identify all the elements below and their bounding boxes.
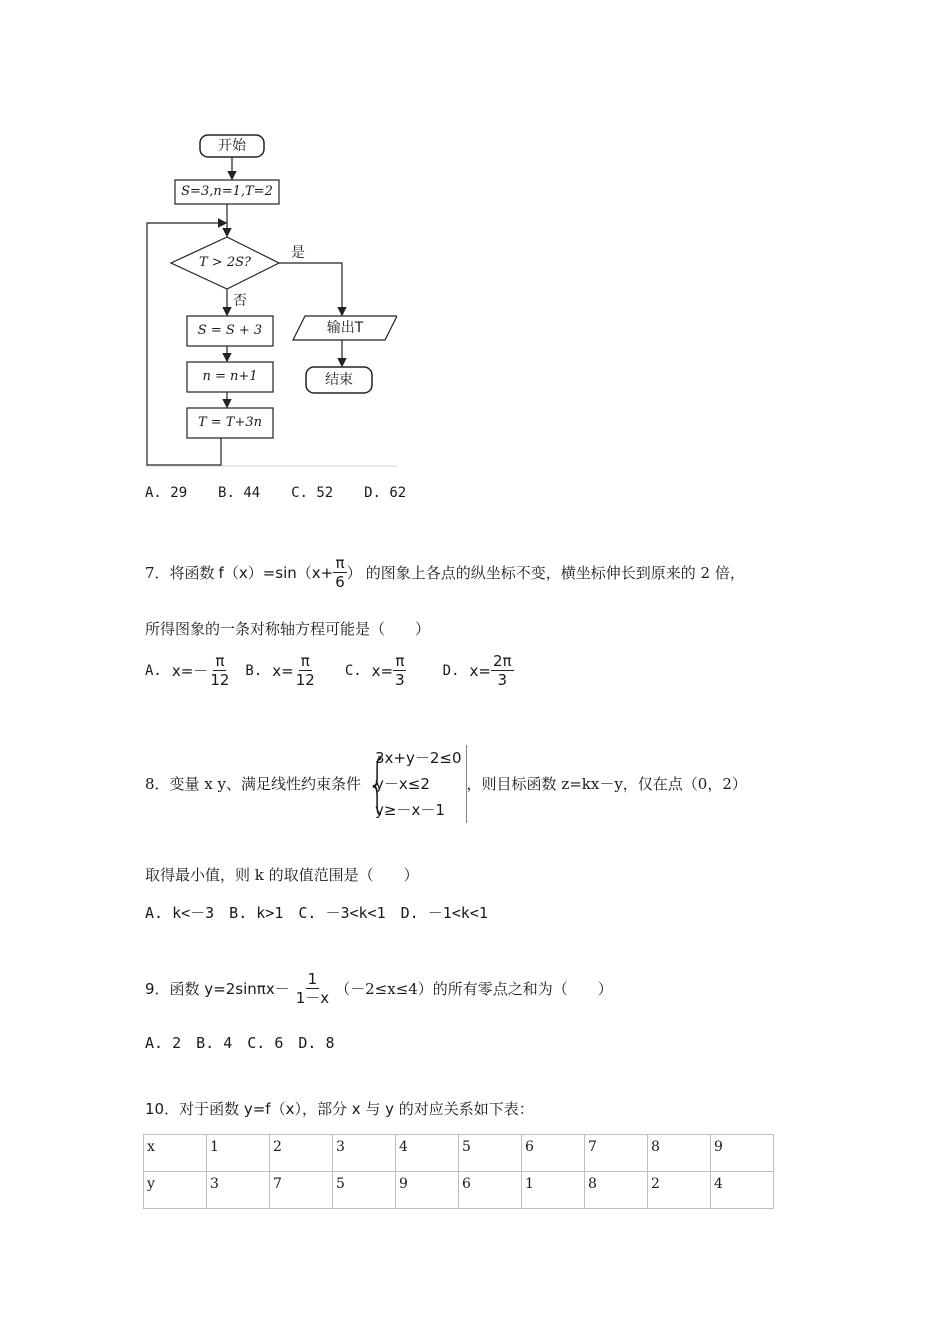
table-cell: 7 xyxy=(585,1135,648,1172)
q7-func-fraction xyxy=(333,554,347,591)
flowchart-start-label: 开始 xyxy=(218,138,246,154)
flowchart-step1-label: S = S + 3 xyxy=(197,323,263,338)
table-cell: 2 xyxy=(648,1172,711,1209)
q7-stem xyxy=(145,554,745,591)
table-row xyxy=(144,1135,774,1172)
q7-func-right: ） xyxy=(346,563,362,582)
q7-option-a: A. x=－ $\frac{\pi}{12}$ xyxy=(145,652,230,689)
q7-option-c: C. x= $\frac{\pi}{3}$ xyxy=(344,652,405,689)
table-cell: 1 xyxy=(522,1172,585,1209)
flowchart-output-label: 输出T xyxy=(326,320,364,336)
q10-stem: 10．对于函数 y=f（x），部分 x 与 y 的对应关系如下表： xyxy=(145,1100,534,1118)
q7-suffix: 的图象上各点的纵坐标不变，横坐标伸长到原来的 2 倍， xyxy=(365,563,745,582)
q9-suffix: （－2≤x≤4）的所有零点之和为（ ） xyxy=(335,979,613,998)
table-cell: x xyxy=(144,1135,207,1172)
q9-fraction xyxy=(294,970,331,1007)
flowchart-step2-label: n = n+1 xyxy=(202,369,258,384)
q6-option-b: B. 44 xyxy=(218,485,261,501)
flowchart xyxy=(145,130,397,470)
q9-prefix: 9．函数 y=2sinπx－ xyxy=(145,979,290,998)
table-cell: 5 xyxy=(333,1172,396,1209)
q8-constraint-3: y≥－x－1 xyxy=(375,801,445,819)
left-brace-icon: { xyxy=(367,747,388,820)
q6-option-d: D. 62 xyxy=(364,485,407,501)
flowchart-no-label: 否 xyxy=(233,293,247,309)
q7-options xyxy=(145,652,514,689)
flowchart-init-label: S=3,n=1,T=2 xyxy=(181,184,273,199)
flowchart-decision-label: T > 2S? xyxy=(199,255,251,270)
table-row xyxy=(144,1172,774,1209)
q7-function xyxy=(219,554,362,591)
q7-prefix: 7．将函数 xyxy=(145,563,215,582)
table-cell: 3 xyxy=(333,1135,396,1172)
q8-suffix: ，则目标函数 z=kx－y，仅在点（0，2） xyxy=(466,775,747,793)
q8-constraint-system xyxy=(365,745,467,823)
table-cell: 3 xyxy=(207,1172,270,1209)
table-cell: 6 xyxy=(459,1172,522,1209)
flowchart-yes-label: 是 xyxy=(291,245,305,261)
table-cell: 2 xyxy=(270,1135,333,1172)
q8-prefix: 8．变量 x y、满足线性约束条件 xyxy=(145,775,362,793)
q8-line2: 取得最小值，则 k 的取值范围是（ ） xyxy=(145,866,419,884)
table-cell: 6 xyxy=(522,1135,585,1172)
q8-constraint-2: y－x≤2 xyxy=(375,775,430,793)
table-cell: 9 xyxy=(711,1135,774,1172)
flowchart-end-label: 结束 xyxy=(325,372,353,388)
table-cell: 4 xyxy=(396,1135,459,1172)
q6-options xyxy=(145,485,406,501)
q9-fraction-den: 1－x xyxy=(295,989,330,1007)
q7-func-den: 6 xyxy=(335,573,345,591)
q9-fraction-num: 1 xyxy=(307,970,318,988)
table-cell: 8 xyxy=(585,1172,648,1209)
table-cell: 8 xyxy=(648,1135,711,1172)
q7-line2: 所得图象的一条对称轴方程可能是（ ） xyxy=(145,620,431,638)
q8-constraint-1: 3x+y－2≤0 xyxy=(375,749,462,767)
table-cell: 7 xyxy=(270,1172,333,1209)
flowchart-step3-label: T = T+3n xyxy=(197,415,263,430)
q9-options: A. 2 B. 4 C. 6 D. 8 xyxy=(145,1034,335,1052)
q8-options: A. k<－3 B. k>1 C. －3<k<1 D. －1<k<1 xyxy=(145,904,488,922)
q9-stem xyxy=(145,970,613,1007)
q6-option-a: A. 29 xyxy=(145,485,188,501)
q8-stem xyxy=(145,745,747,823)
table-cell: 9 xyxy=(396,1172,459,1209)
table-cell: 1 xyxy=(207,1135,270,1172)
table-cell: y xyxy=(144,1172,207,1209)
q7-option-d: D. x= $\frac{2\pi}{3}$ xyxy=(442,652,512,689)
q10-value-table xyxy=(143,1134,774,1209)
table-cell: 5 xyxy=(459,1135,522,1172)
q7-option-b: B. x= $\frac{\pi}{12}$ xyxy=(245,652,315,689)
q7-func-num: π xyxy=(335,554,345,572)
q7-func-left: f（x）=sin（x+ xyxy=(218,563,334,582)
q6-option-c: C. 52 xyxy=(291,485,334,501)
table-cell: 4 xyxy=(711,1172,774,1209)
